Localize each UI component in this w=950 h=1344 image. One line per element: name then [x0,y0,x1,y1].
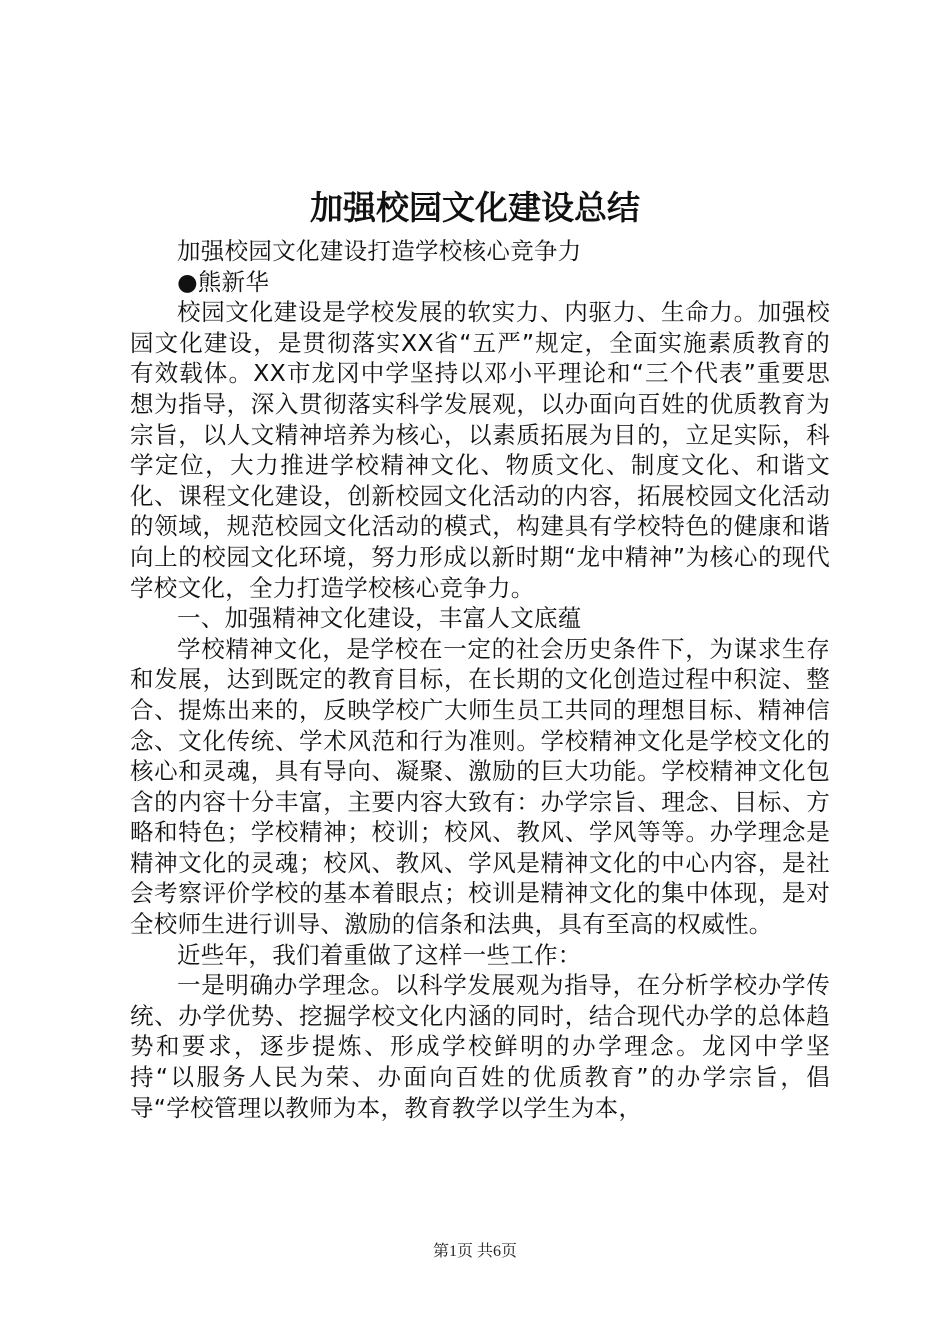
author-line: ●熊新华 [177,267,270,296]
document-title: 加强校园文化建设总结 [310,188,640,227]
subtitle-paragraph: 加强校园文化建设打造学校核心竞争力 [177,237,582,265]
section-heading: 一、加强精神文化建设，丰富人文底蕴 [177,604,582,633]
page-number-footer: 第1页 共6页 [432,1243,517,1260]
document-body [130,236,830,1123]
body-paragraph: 一是明确办学理念。以科学发展观为指导，在分析学校办学传统、办学优势、挖掘学校文化内涵的同时，结合现代办学的总体趋势和要求，逐步提炼、形成学校鲜明的办学理念。龙冈中学坚持“以服务人民为荣、办面向百姓的优质教育”的办学宗旨，倡导“学校管理以教师为本，教育教学以学生为本， [130,971,830,1122]
body-paragraph: 校园文化建设是学校发展的软实力、内驱力、生命力。加强校园文化建设，是贯彻落实XX省“五严”规定，全面实施素质教育的有效载体。XX市龙冈中学坚持以邓小平理论和“三个代表”重要思想为指导，深入贯彻落实科学发展观，以办面向百姓的优质教育为宗旨，以人文精神培养为核心，以素质拓展为目的，立足实际，科学定位，大力推进学校精神文化、物质文化、制度文化、和谐文化、课程文化建设，创新校园文化活动的内容，拓展校园文化活动的领域，规范校园文化活动的模式，构建具有学校特色的健康和谐向上的校园文化环境，努力形成以新时期“龙中精神”为核心的现代学校文化，全力打造学校核心竞争力。 [130,298,830,602]
body-paragraph: 近些年，我们着重做了这样一些工作： [177,940,582,969]
body-paragraph: 学校精神文化，是学校在一定的社会历史条件下，为谋求生存和发展，达到既定的教育目标，在长期的文化创造过程中积淀、整合、提炼出来的，反映学校广大师生员工共同的理想目标、精神信念、文化传统、学术风范和行为准则。学校精神文化是学校文化的核心和灵魂，具有导向、凝聚、激励的巨大功能。学校精神文化包含的内容十分丰富，主要内容大致有：办学宗旨、理念、目标、方略和特色；学校精神；校训；校风、教风、学风等等。办学理念是精神文化的灵魂；校风、教风、学风是精神文化的中心内容，是社会考察评价学校的基本着眼点；校训是精神文化的集中体现，是对全校师生进行训导、激励的信条和法典，具有至高的权威性。 [130,634,830,939]
